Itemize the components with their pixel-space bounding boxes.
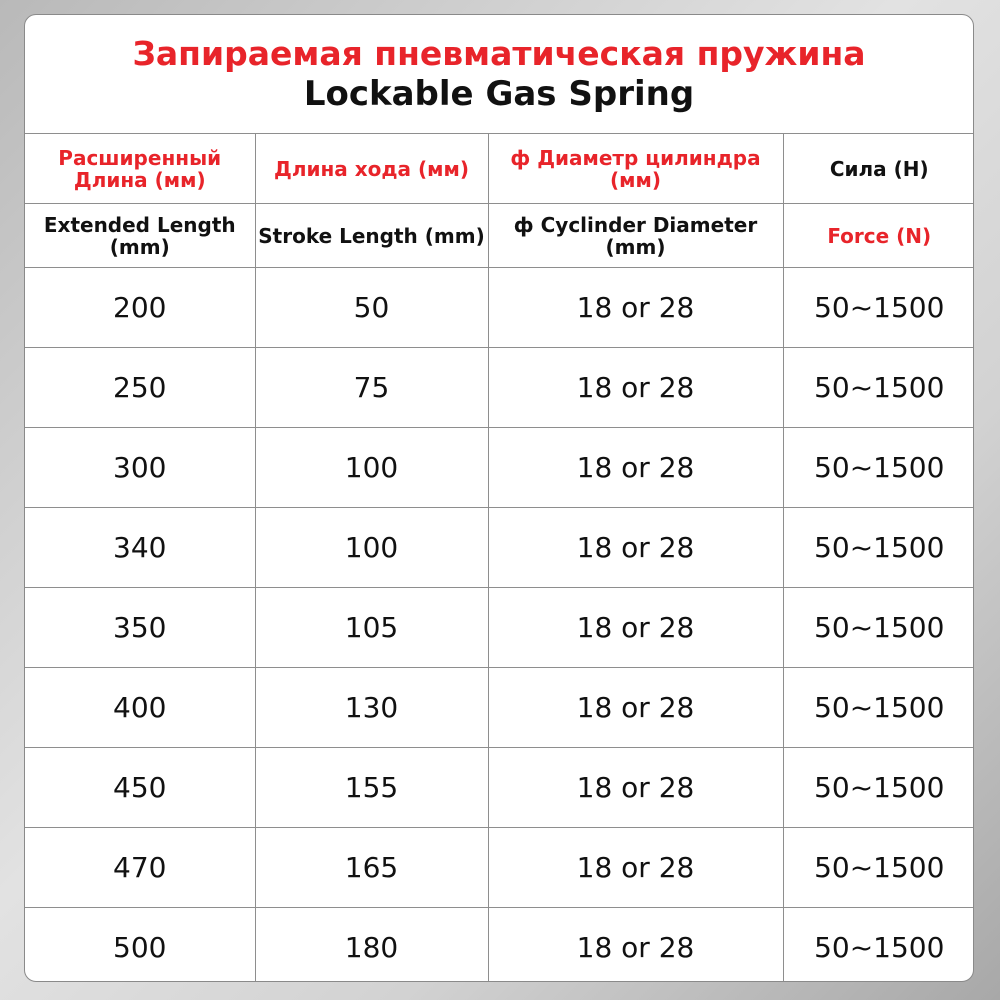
spec-card [24, 14, 974, 982]
cell-cylinder-diameter: 18 or 28 [488, 508, 783, 588]
cell-stroke-length: 105 [255, 588, 488, 668]
table-row [25, 588, 974, 668]
cell-cylinder-diameter: 18 or 28 [488, 908, 783, 983]
cell-stroke-length: 130 [255, 668, 488, 748]
cell-cylinder-diameter: 18 or 28 [488, 668, 783, 748]
cell-stroke-length: 100 [255, 508, 488, 588]
table-row [25, 348, 974, 428]
table-row [25, 668, 974, 748]
cell-stroke-length: 180 [255, 908, 488, 983]
cell-force: 50~1500 [783, 268, 974, 348]
table-row [25, 828, 974, 908]
cell-extended-length: 470 [25, 828, 255, 908]
cell-extended-length: 200 [25, 268, 255, 348]
header-extended-length-ru: Расширенный Длина (мм) [25, 134, 255, 204]
table-row [25, 908, 974, 983]
header-stroke-length-en: Stroke Length (mm) [255, 204, 488, 268]
cell-force: 50~1500 [783, 508, 974, 588]
cell-extended-length: 300 [25, 428, 255, 508]
cell-cylinder-diameter: 18 or 28 [488, 428, 783, 508]
cell-force: 50~1500 [783, 908, 974, 983]
cell-force: 50~1500 [783, 428, 974, 508]
cell-cylinder-diameter: 18 or 28 [488, 828, 783, 908]
table-row [25, 428, 974, 508]
header-extended-length-en: Extended Length (mm) [25, 204, 255, 268]
cell-stroke-length: 50 [255, 268, 488, 348]
cell-extended-length: 250 [25, 348, 255, 428]
table-row [25, 508, 974, 588]
header-force-en: Force (N) [783, 204, 974, 268]
cell-cylinder-diameter: 18 or 28 [488, 268, 783, 348]
header-cylinder-diameter-en: ф Cyclinder Diameter (mm) [488, 204, 783, 268]
cell-force: 50~1500 [783, 828, 974, 908]
cell-stroke-length: 100 [255, 428, 488, 508]
cell-extended-length: 500 [25, 908, 255, 983]
cell-stroke-length: 165 [255, 828, 488, 908]
title-block [25, 15, 973, 133]
cell-extended-length: 340 [25, 508, 255, 588]
cell-force: 50~1500 [783, 668, 974, 748]
cell-force: 50~1500 [783, 348, 974, 428]
header-cylinder-diameter-ru: ф Диаметр цилиндра (мм) [488, 134, 783, 204]
title-english: Lockable Gas Spring [303, 74, 695, 114]
cell-force: 50~1500 [783, 748, 974, 828]
cell-cylinder-diameter: 18 or 28 [488, 748, 783, 828]
header-stroke-length-ru: Длина хода (мм) [255, 134, 488, 204]
cell-cylinder-diameter: 18 or 28 [488, 588, 783, 668]
cell-cylinder-diameter: 18 or 28 [488, 348, 783, 428]
cell-stroke-length: 75 [255, 348, 488, 428]
table-row [25, 268, 974, 348]
cell-extended-length: 450 [25, 748, 255, 828]
table-row [25, 748, 974, 828]
header-row-russian [25, 134, 974, 204]
header-row-english [25, 204, 974, 268]
spec-table [25, 133, 974, 982]
cell-extended-length: 350 [25, 588, 255, 668]
header-force-ru: Сила (Н) [783, 134, 974, 204]
title-russian: Запираемая пневматическая пружина [132, 34, 866, 73]
cell-stroke-length: 155 [255, 748, 488, 828]
cell-force: 50~1500 [783, 588, 974, 668]
cell-extended-length: 400 [25, 668, 255, 748]
